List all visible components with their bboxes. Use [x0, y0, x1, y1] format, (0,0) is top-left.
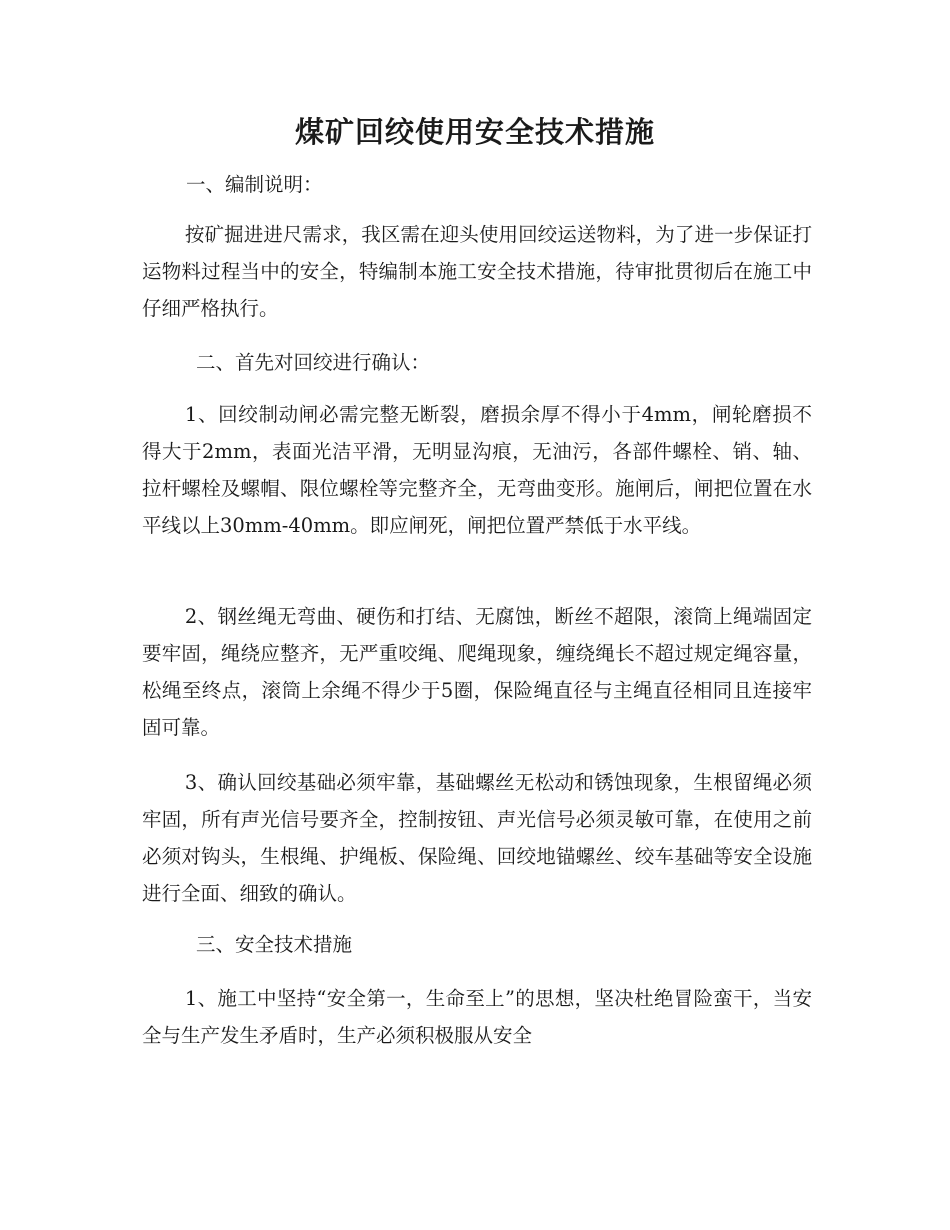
section-heading-1: 一、编制说明：	[186, 173, 323, 196]
document-title: 煤矿回绞使用安全技术措施	[294, 115, 655, 149]
paragraph-safety-first: 1、施工中坚持“安全第一，生命至上”的思想，坚决杜绝冒险蛮干，当安全与生产发生矛盾时，生产必须积极服从安全	[142, 987, 812, 1047]
paragraph-wire-rope-check: 2、钢丝绳无弯曲、硬伤和打结、无腐蚀，断丝不超限，滚筒上绳端固定要牢固，绳绕应整齐，无严重咬绳、爬绳现象，缠绕绳长不超过规定绳容量，松绳至终点，滚筒上余绳不得少于5圈，保险绳直径与主绳直径相同且连接牢固可靠。	[142, 605, 812, 739]
section-heading-3: 三、安全技术措施	[196, 933, 353, 956]
paragraph-preparation-note: 按矿掘进进尺需求，我区需在迎头使用回绞运送物料，为了进一步保证打运物料过程当中的安全，特编制本施工安全技术措施，待审批贯彻后在施工中仔细严格执行。	[142, 223, 812, 320]
paragraph-foundation-check: 3、确认回绞基础必须牢靠，基础螺丝无松动和锈蚀现象，生根留绳必须牢固，所有声光信号要齐全，控制按钮、声光信号必须灵敏可靠，在使用之前必须对钩头，生根绳、护绳板、保险绳、回绞地锚螺丝、绞车基础等安全设施进行全面、细致的确认。	[142, 771, 812, 905]
section-heading-2: 二、首先对回绞进行确认：	[196, 351, 431, 374]
paragraph-brake-check: 1、回绞制动闸必需完整无断裂，磨损余厚不得小于4mm，闸轮磨损不得大于2mm，表面光洁平滑，无明显沟痕，无油污，各部件螺栓、销、轴、拉杆螺栓及螺帽、限位螺栓等完整齐全，无弯曲变形。施闸后，闸把位置在水平线以上30mm-40mm。即应闸死，闸把位置严禁低于水平线。	[142, 403, 812, 537]
